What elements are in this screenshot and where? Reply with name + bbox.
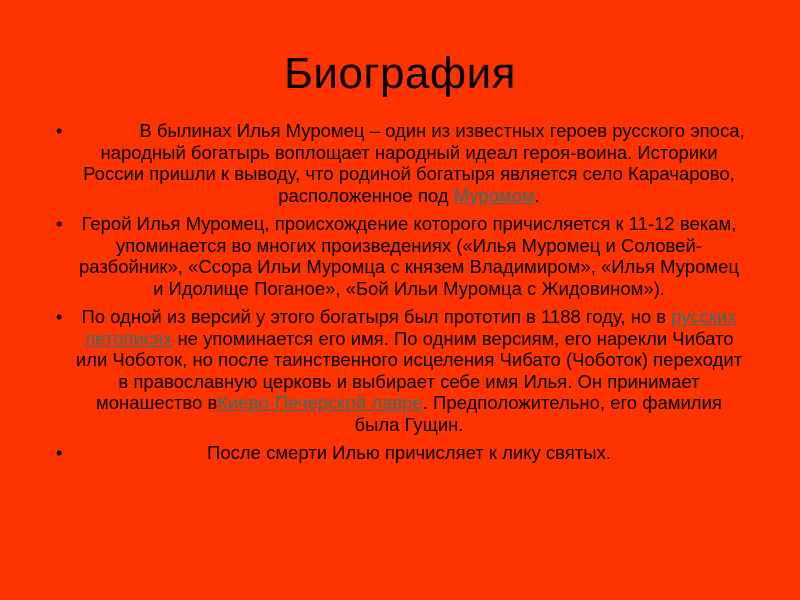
text-run: В былинах Илья Муромец – один из известных героев русского эпоса, народный богатырь воплощает народный идеал героя-воина. Историки России пришли к выводу, что родиной богатыря является село Карачарово, расположенное под xyxy=(83,120,745,206)
slide-content xyxy=(56,120,746,471)
text-run: не упоминается его имя. По одним версиям, его нарекли Чибато или Чоботок, но после таинственного исцеления Чибато (Чоботок) переходит в православную церковь и выбирает себе имя Илья. Он принимает монашество в xyxy=(75,327,743,413)
paragraph-text xyxy=(72,120,746,206)
paragraph-text xyxy=(72,306,746,435)
bullet-marker: • xyxy=(56,120,63,141)
bullet-paragraph-3 xyxy=(56,306,746,435)
link-kiev-pechersk-lavra[interactable]: Киево-Печерской лавре xyxy=(217,392,423,413)
paragraph-text xyxy=(72,442,746,464)
text-run: После смерти Илью причисляет к лику святых. xyxy=(207,442,611,463)
text-run: По одной из версий у этого богатыря был прототип в 1188 году, но в xyxy=(81,306,672,327)
bullet-marker: • xyxy=(56,213,63,234)
bullet-marker: • xyxy=(56,442,63,463)
link-russian-chronicles[interactable]: русских летописях xyxy=(84,306,737,349)
text-run: . Предположительно, его фамилия была Гущин. xyxy=(354,392,722,435)
bullet-paragraph-1 xyxy=(56,120,746,206)
text-run: Герой Илья Муромец, происхождение которого причисляется к 11-12 векам, упоминается во многих произведениях («Илья Муромец и Соловей-разбойник», «Ссора Ильи Муромца с князем Владимиром», «Илья Муромец и Идолище Поганое», «Бой Ильи Муромца с Жидовином»). xyxy=(78,213,739,299)
bullet-marker: • xyxy=(56,306,63,327)
link-murom[interactable]: Муромом xyxy=(453,184,535,206)
bullet-paragraph-2 xyxy=(56,213,746,299)
slide-title: Биография xyxy=(283,49,517,98)
text-run: . xyxy=(534,184,540,206)
paragraph-text xyxy=(72,213,746,299)
bullet-paragraph-4 xyxy=(56,442,746,464)
